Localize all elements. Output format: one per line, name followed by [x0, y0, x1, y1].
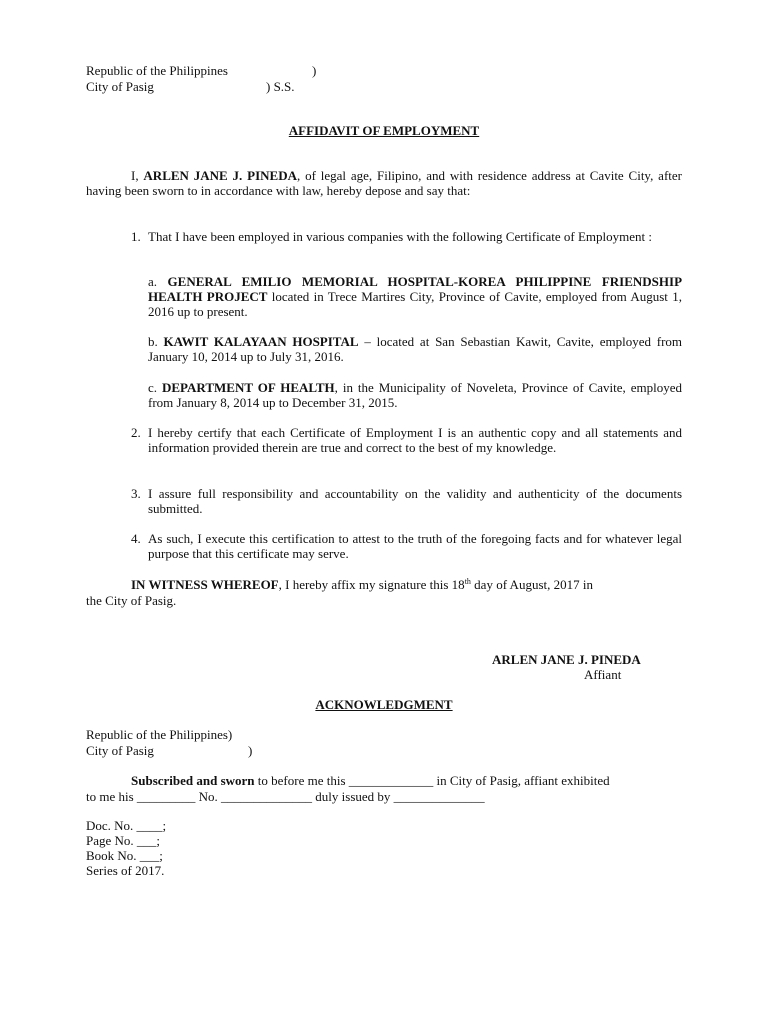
venue-republic: Republic of the Philippines — [86, 63, 228, 78]
item-number: 1. — [131, 229, 141, 244]
item-text: As such, I execute this certification to attest to the truth of the foregoing facts and for whatever legal purpose that this certificate may serve. — [148, 531, 682, 561]
sworn-line-1: Subscribed and sworn to before me this _____________ in City of Pasig, affiant exhibited — [131, 773, 610, 788]
notary-series: Series of 2017. — [86, 863, 165, 878]
item-text: That I have been employed in various companies with the following Certificate of Employment : — [148, 229, 652, 244]
notary-book-no: Book No. ___; — [86, 848, 163, 863]
witness-line-1: IN WITNESS WHEREOF, I hereby affix my signature this 18th day of August, 2017 in — [131, 577, 593, 592]
notary-doc-no: Doc. No. ____; — [86, 818, 167, 833]
ack-city-paren: ) — [248, 743, 253, 758]
ack-city: City of Pasig — [86, 743, 154, 758]
item-number: 2. — [131, 425, 141, 440]
sworn-line-2: to me his _________ No. ______________ duly issued by ______________ — [86, 789, 485, 804]
ack-republic: Republic of the Philippines) — [86, 727, 233, 742]
subitem-a: a. GENERAL EMILIO MEMORIAL HOSPITAL-KOREA PHILIPPINE FRIENDSHIP HEALTH PROJECT located in Trece Martires City, Province of Cavite, employed from August 1, 2016 up to present. — [148, 274, 683, 319]
acknowledgment-title: ACKNOWLEDGMENT — [315, 697, 453, 712]
document-title: AFFIDAVIT OF EMPLOYMENT — [288, 123, 480, 138]
venue-ss: ) S.S. — [266, 79, 295, 94]
signature-role: Affiant — [584, 667, 622, 682]
venue-city: City of Pasig — [86, 79, 154, 94]
witness-line-2: the City of Pasig. — [86, 593, 177, 608]
signature-name: ARLEN JANE J. PINEDA — [492, 652, 641, 667]
subitem-b: b. KAWIT KALAYAAN HOSPITAL – located at San Sebastian Kawit, Cavite, employed from January 10, 2014 up to July 31, 2016. — [148, 334, 683, 364]
item-number: 4. — [131, 531, 141, 546]
affiant-name-inline: ARLEN JANE J. PINEDA — [143, 168, 297, 183]
subitem-c: c. DEPARTMENT OF HEALTH, in the Municipality of Noveleta, Province of Cavite, employed from January 8, 2014 up to December 31, 2015. — [148, 380, 682, 410]
item-number: 3. — [131, 486, 141, 501]
intro-paragraph: I, ARLEN JANE J. PINEDA, of legal age, Filipino, and with residence address at Cavite City, after having been sworn to in accordance with law, hereby depose and say that: — [86, 168, 682, 198]
venue-republic-paren: ) — [312, 63, 317, 78]
item-text: I assure full responsibility and accountability on the validity and authenticity of the documents submitted. — [148, 486, 682, 516]
notary-page-no: Page No. ___; — [86, 833, 161, 848]
item-text: I hereby certify that each Certificate of Employment I is an authentic copy and all statements and information provided therein are true and correct to the best of my knowledge. — [148, 425, 682, 455]
